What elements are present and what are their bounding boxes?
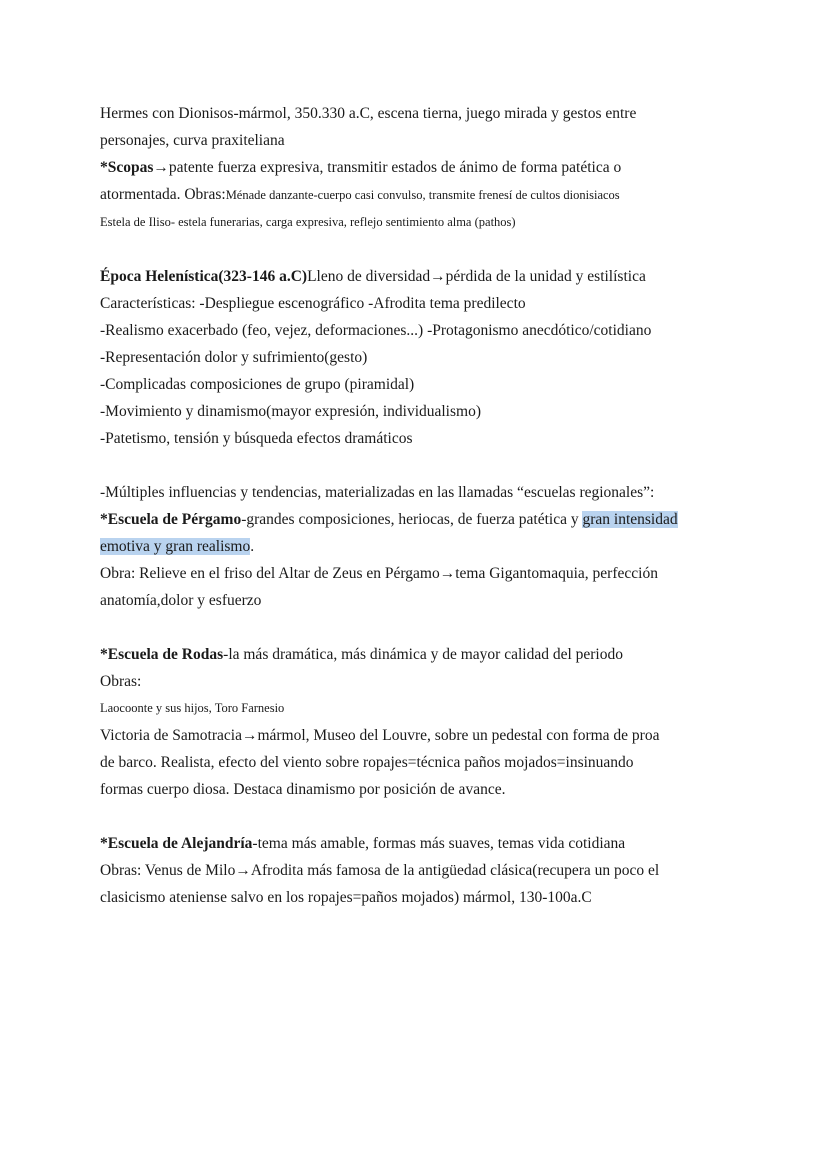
text-line (100, 533, 740, 560)
text-line: -Movimiento y dinamismo(mayor expresión, individualismo) (100, 403, 481, 420)
text-run: →patente fuerza expresiva, transmitir estados de ánimo de forma patética o (153, 159, 622, 176)
paragraph-pergamon-school (100, 479, 740, 614)
text-line (100, 830, 740, 857)
text-run: -grandes composiciones, heriocas, de fuerza patética y (241, 511, 583, 528)
text-line: personajes, curva praxiteliana (100, 132, 285, 149)
paragraph-alexandria-school (100, 830, 740, 911)
small-text-line: Estela de Iliso- estela funerarias, carga expresiva, reflejo sentimiento alma (pathos) (100, 215, 516, 229)
highlighted-text[interactable]: emotiva y gran realismo (100, 538, 251, 555)
text-run: atormentada. Obras: (100, 186, 226, 203)
small-text-run: Ménade danzante-cuerpo casi convulso, transmite frenesí de cultos dionisiacos (225, 188, 620, 202)
text-line: de barco. Realista, efecto del viento sobre ropajes=técnica paños mojados=insinuando (100, 754, 634, 771)
text-line (100, 181, 740, 209)
blank-line (100, 236, 740, 263)
text-run: . (250, 538, 255, 555)
small-text-line: Laocoonte y sus hijos, Toro Farnesio (100, 701, 285, 715)
text-run: -la más dramática, más dinámica y de mayor calidad del periodo (223, 646, 623, 663)
text-line: Características: -Despliegue escenográfico -Afrodita tema predilecto (100, 295, 526, 312)
alexandria-heading: *Escuela de Alejandría (100, 835, 253, 852)
text-line (100, 263, 740, 290)
scopas-heading: *Scopas (100, 159, 154, 176)
text-line: formas cuerpo diosa. Destaca dinamismo por posición de avance. (100, 781, 506, 798)
text-line: anatomía,dolor y esfuerzo (100, 592, 262, 609)
text-line (100, 641, 740, 668)
pergamon-heading: *Escuela de Pérgamo (100, 511, 242, 528)
hellenistic-heading: Época Helenística(323-146 a.C) (100, 268, 308, 285)
blank-line (100, 452, 740, 479)
paragraph-rhodes-school (100, 641, 740, 803)
document-page (100, 100, 740, 911)
text-line: Obras: Venus de Milo→Afrodita más famosa de la antigüedad clásica(recupera un poco el (100, 862, 660, 879)
text-line: Obra: Relieve en el friso del Altar de Zeus en Pérgamo→tema Gigantomaquia, perfección (100, 565, 658, 582)
text-line: -Múltiples influencias y tendencias, materializadas en las llamadas “escuelas regionales”: (100, 484, 655, 501)
text-run: Lleno de diversidad→pérdida de la unidad y estilística (307, 268, 646, 285)
text-line: -Patetismo, tensión y búsqueda efectos dramáticos (100, 430, 413, 447)
highlighted-text[interactable]: gran intensidad (582, 511, 678, 528)
blank-line (100, 614, 740, 641)
text-line: -Realismo exacerbado (feo, vejez, deformaciones...) -Protagonismo anecdótico/cotidiano (100, 322, 652, 339)
text-line: Obras: (100, 673, 142, 690)
text-line: -Complicadas composiciones de grupo (piramidal) (100, 376, 415, 393)
text-line (100, 506, 740, 533)
text-line: -Representación dolor y sufrimiento(gesto) (100, 349, 368, 366)
text-line: clasicismo ateniense salvo en los ropajes=paños mojados) mármol, 130-100a.C (100, 889, 592, 906)
rhodes-heading: *Escuela de Rodas (100, 646, 224, 663)
paragraph-hermes-scopas (100, 100, 740, 236)
text-line: Victoria de Samotracia→mármol, Museo del Louvre, sobre un pedestal con forma de proa (100, 727, 660, 744)
text-line: Hermes con Dionisos-mármol, 350.330 a.C, escena tierna, juego mirada y gestos entre (100, 105, 637, 122)
blank-line (100, 803, 740, 830)
text-run: -tema más amable, formas más suaves, temas vida cotidiana (252, 835, 626, 852)
paragraph-hellenistic-period (100, 263, 740, 452)
text-line (100, 154, 740, 181)
